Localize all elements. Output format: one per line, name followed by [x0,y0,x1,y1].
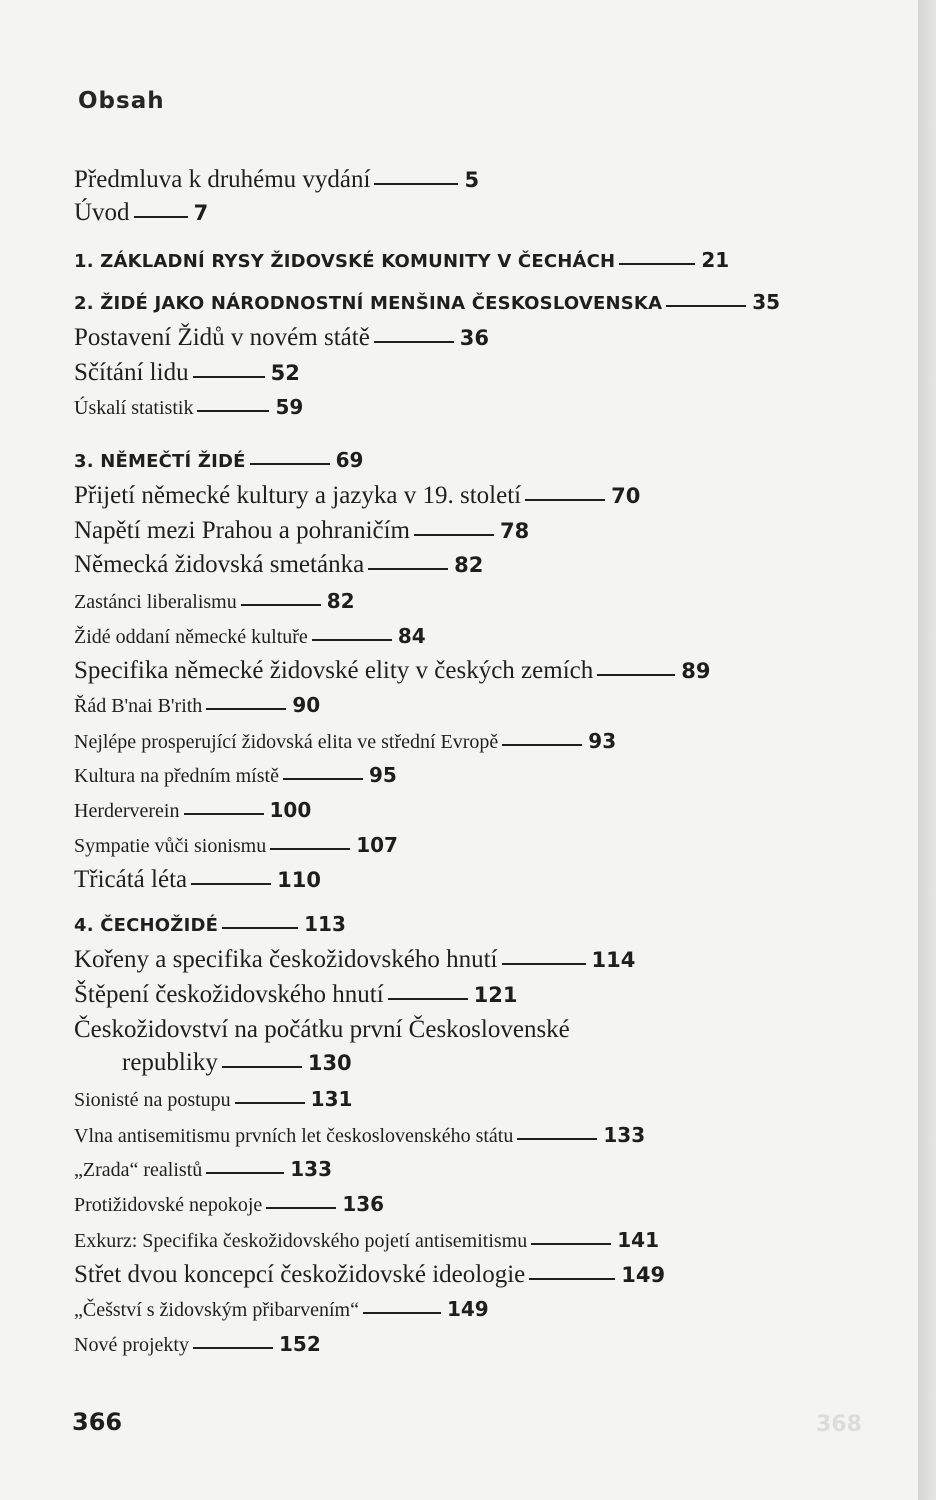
toc-entry-page: 133 [603,1123,646,1147]
toc-entry-title: Řád B'nai B'rith [74,695,203,717]
toc-entry-page: 113 [304,912,346,936]
leader-line [525,499,605,501]
toc-entry-title: „Zrada“ realistů [74,1159,203,1181]
leader-line [250,463,330,465]
toc-chapter-entry [74,911,346,940]
toc-entry [74,588,355,617]
toc-chapter-entry [74,447,363,476]
toc-chapter-entry [74,289,780,318]
toc-entry [74,832,398,861]
toc-entry [74,197,208,232]
leader-line [235,1102,305,1104]
toc-entry [74,480,640,515]
toc-entry [74,979,518,1014]
toc-entry-page: 70 [611,484,641,508]
toc-entry-title: Úskalí statistik [74,397,194,419]
leader-line [222,1066,302,1068]
toc-entry-page: 107 [356,833,398,857]
toc-entry-page: 36 [459,326,490,350]
leader-line [374,341,454,343]
toc-entry-title: Sympatie vůči sionismu [74,835,267,857]
leader-line [241,604,321,606]
toc-entry [74,549,483,584]
toc-entry-page: 136 [342,1192,385,1216]
toc-entry-title: Herderverein [74,800,180,822]
toc-entry [74,515,529,550]
leader-line [597,674,675,676]
toc-entry [74,1086,352,1115]
toc-entry [74,944,635,979]
toc-entry-title: Zastánci liberalismu [74,591,237,613]
leader-line [193,1347,273,1349]
toc-entry-page: 133 [290,1157,333,1181]
toc-entry-page: 110 [277,868,321,892]
toc-entry-title: „Češství s židovským přibarvením“ [74,1299,359,1321]
toc-entry [74,728,616,757]
toc-entry-title: Českožidovství na počátku první Československé [74,1016,570,1043]
toc-entry-title: Židé oddaní německé kultuře [74,626,308,648]
toc-entry-page: 152 [278,1332,321,1356]
page-number: 366 [72,1408,123,1436]
toc-entry [74,655,710,690]
toc-entry-title: Nejlépe prosperující židovská elita ve střední Evropě [74,731,499,753]
toc-entry-page: 35 [752,290,781,314]
toc-entry [74,1296,489,1325]
toc-entry-title: republiky [122,1049,218,1076]
leader-line [502,744,582,746]
toc-entry-page: 78 [500,519,530,543]
page-edge-shadow [918,0,936,1500]
toc-entry-title: Protižidovské nepokoje [74,1194,263,1216]
page-title: Obsah [78,88,165,114]
toc-entry-title: Postavení Židů v novém státě [74,324,370,351]
toc-entry-title: Specifika německé židovské elity v českých zemích [74,657,594,684]
leader-line [197,410,269,412]
toc-entry [74,1259,665,1294]
toc-entry [74,1156,332,1185]
toc-entry-title: Nové projekty [74,1334,189,1356]
toc-entry [74,1331,321,1360]
leader-line [368,568,448,570]
toc-entry-page: 149 [446,1297,489,1321]
leader-line [134,216,188,218]
toc-entry-page: 82 [326,589,355,613]
toc-entry-title: Sionisté na postupu [74,1089,231,1111]
toc-entry-page: 82 [454,553,484,577]
toc-entry [74,322,489,357]
toc-entry [74,357,300,392]
toc-entry-title: Třicátá léta [74,866,188,893]
toc-chapter-entry [74,247,729,276]
toc-entry-page: 59 [275,395,304,419]
toc-entry-title: Sčítání lidu [74,359,189,386]
toc-entry [74,864,321,899]
leader-line [206,1172,284,1174]
toc-entry-title: Předmluva k druhému vydání [74,166,371,193]
toc-entry-title: Štěpení českožidovského hnutí [74,981,384,1008]
leader-line [270,848,350,850]
toc-entry [74,1014,570,1049]
toc-entry-title: 2. ŽIDÉ JAKO NÁRODNOSTNÍ MENŠINA ČESKOSLOVENSKA [74,293,663,314]
toc-entry-page: 100 [269,798,312,822]
toc-entry-page: 93 [588,729,617,753]
leader-line [191,883,271,885]
toc-entry [74,164,479,199]
leader-line [529,1278,615,1280]
toc-entry-page: 69 [335,448,364,472]
toc-entry [74,394,303,423]
toc-entry-page: 141 [617,1228,659,1252]
leader-line [531,1243,611,1245]
toc-entry-title: 1. ZÁKLADNÍ RYSY ŽIDOVSKÉ KOMUNITY V ČECHÁCH [74,251,616,272]
toc-entry-page: 131 [310,1087,353,1111]
toc-entry-page: 52 [270,361,300,385]
toc-entry-title: 3. NĚMEČTÍ ŽIDÉ [74,451,246,472]
toc-entry-page: 121 [473,983,518,1007]
toc-entry-title: Kořeny a specifika českožidovského hnutí [74,946,498,973]
toc-entry [74,1047,352,1082]
toc-entry-title: 4. ČECHOŽIDÉ [74,915,219,936]
leader-line [266,1207,336,1209]
toc-entry-page: 5 [464,168,480,192]
toc-entry-page: 21 [701,248,730,272]
leader-line [619,263,695,265]
toc-entry [74,797,311,826]
toc-entry [74,1227,659,1256]
leader-line [193,376,265,378]
leader-line [283,778,363,780]
toc-entry-page: 114 [591,948,636,972]
toc-entry-page: 95 [368,763,397,787]
toc-entry-title: Napětí mezi Prahou a pohraničím [74,517,410,544]
toc-entry-page: 84 [397,624,426,648]
toc-entry-title: Německá židovská smetánka [74,551,365,578]
toc-entry-title: Kultura na předním místě [74,765,279,787]
leader-line [388,998,468,1000]
leader-line [374,183,458,185]
leader-line [222,927,298,929]
toc-entry-title: Přijetí německé kultury a jazyka v 19. století [74,482,522,509]
toc-entry-page: 149 [621,1263,666,1287]
toc-entry [74,1191,384,1220]
show-through-page-number: 368 [816,1412,862,1437]
toc-entry [74,1122,645,1151]
toc-entry-title: Střet dvou koncepcí českožidovské ideologie [74,1261,526,1288]
toc-entry [74,762,397,791]
toc-entry [74,623,426,652]
toc-entry-page: 90 [292,693,321,717]
toc-entry-page: 130 [307,1051,352,1075]
leader-line [312,639,392,641]
toc-entry-page: 7 [193,201,209,225]
leader-line [206,708,286,710]
leader-line [363,1312,441,1314]
leader-line [502,963,586,965]
toc-entry-title: Úvod [74,199,130,226]
leader-line [666,305,746,307]
toc-entry-page: 89 [681,659,711,683]
leader-line [414,534,494,536]
toc-entry [74,692,320,721]
toc-entry-title: Exkurz: Specifika českožidovského pojetí antisemitismu [74,1230,528,1252]
leader-line [517,1138,597,1140]
leader-line [184,813,264,815]
toc-entry-title: Vlna antisemitismu prvních let československého státu [74,1125,514,1147]
